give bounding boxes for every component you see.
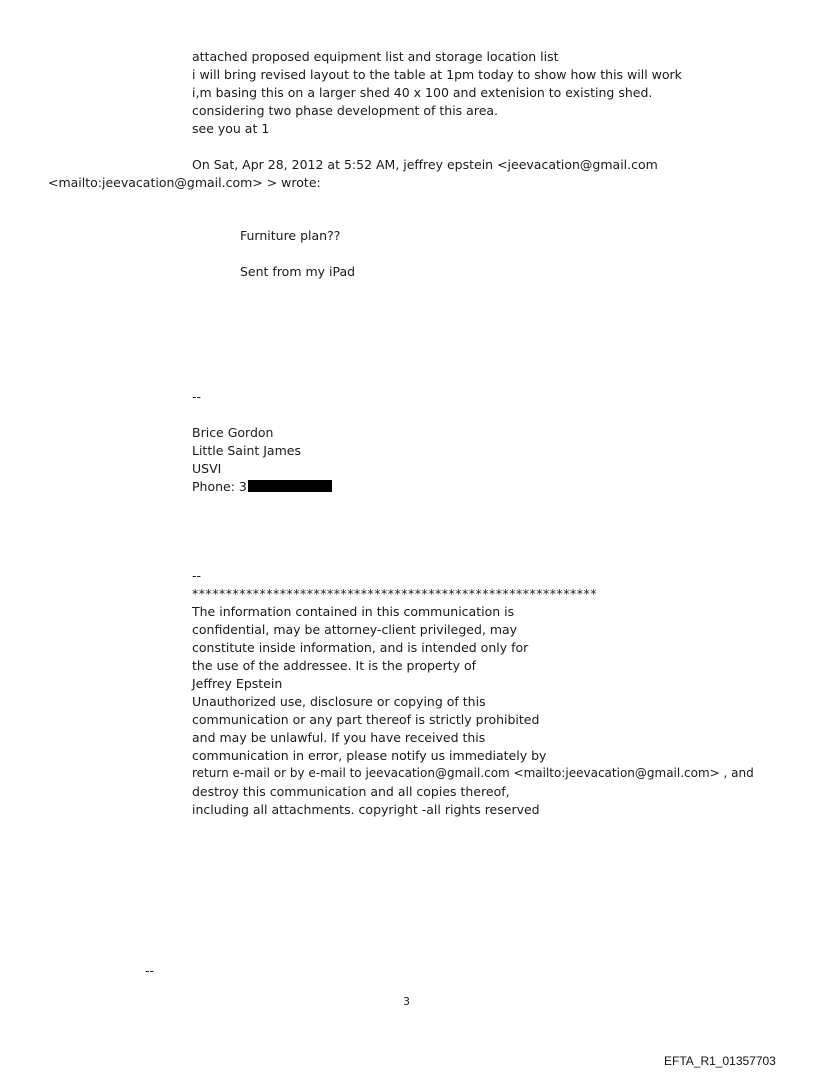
disclaimer-line-5: Jeffrey Epstein [192, 676, 283, 691]
message-line-4: considering two phase development of this area. [192, 103, 499, 118]
message-line-2: i will bring revised layout to the table at 1pm today to show how this will work [192, 67, 682, 82]
disclaimer-line-6: Unauthorized use, disclosure or copying of this [192, 694, 486, 709]
disclaimer-line-10: return e-mail or by e-mail to jeevacation@gmail.com <mailto:jeevacation@gmail.com> , and [192, 766, 754, 780]
disclaimer-line-9: communication in error, please notify us immediately by [192, 748, 547, 763]
disclaimer-line-4: the use of the addressee. It is the property of [192, 658, 477, 673]
bates-number: EFTA_R1_01357703 [664, 1054, 776, 1068]
signature-phone [192, 478, 332, 495]
disclaimer-line-7: communication or any part thereof is strictly prohibited [192, 712, 540, 727]
footer-separator: -- [145, 963, 155, 978]
disclaimer-line-2: confidential, may be attorney-client privileged, may [192, 622, 518, 637]
quoted-line-1: Furniture plan?? [240, 228, 341, 243]
message-line-1: attached proposed equipment list and storage location list [192, 49, 559, 64]
signature-dashes: -- [192, 389, 202, 404]
quoted-line-2: Sent from my iPad [240, 264, 356, 279]
disclaimer-line-8: and may be unlawful. If you have received this [192, 730, 486, 745]
disclaimer-line-12: including all attachments. copyright -all rights reserved [192, 802, 540, 817]
disclaimer-line-3: constitute inside information, and is intended only for [192, 640, 529, 655]
message-line-3: i,m basing this on a larger shed 40 x 100 and extenision to existing shed. [192, 85, 653, 100]
message-line-5: see you at 1 [192, 121, 270, 136]
disclaimer-stars: ************************************************************ [192, 586, 597, 601]
disclaimer-line-1: The information contained in this communication is [192, 604, 515, 619]
quote-header-line-1: On Sat, Apr 28, 2012 at 5:52 AM, jeffrey epstein <jeevacation@gmail.com [192, 157, 658, 172]
quote-header-line-2: <mailto:jeevacation@gmail.com> > wrote: [48, 175, 321, 190]
signature-region: USVI [192, 461, 222, 476]
page-number: 3 [403, 995, 410, 1008]
signature-name: Brice Gordon [192, 425, 274, 440]
redaction-bar [248, 480, 332, 492]
signature-location: Little Saint James [192, 443, 301, 458]
disclaimer-dashes: -- [192, 568, 202, 583]
phone-label: Phone: 3 [192, 479, 247, 494]
disclaimer-line-11: destroy this communication and all copies thereof, [192, 784, 510, 799]
